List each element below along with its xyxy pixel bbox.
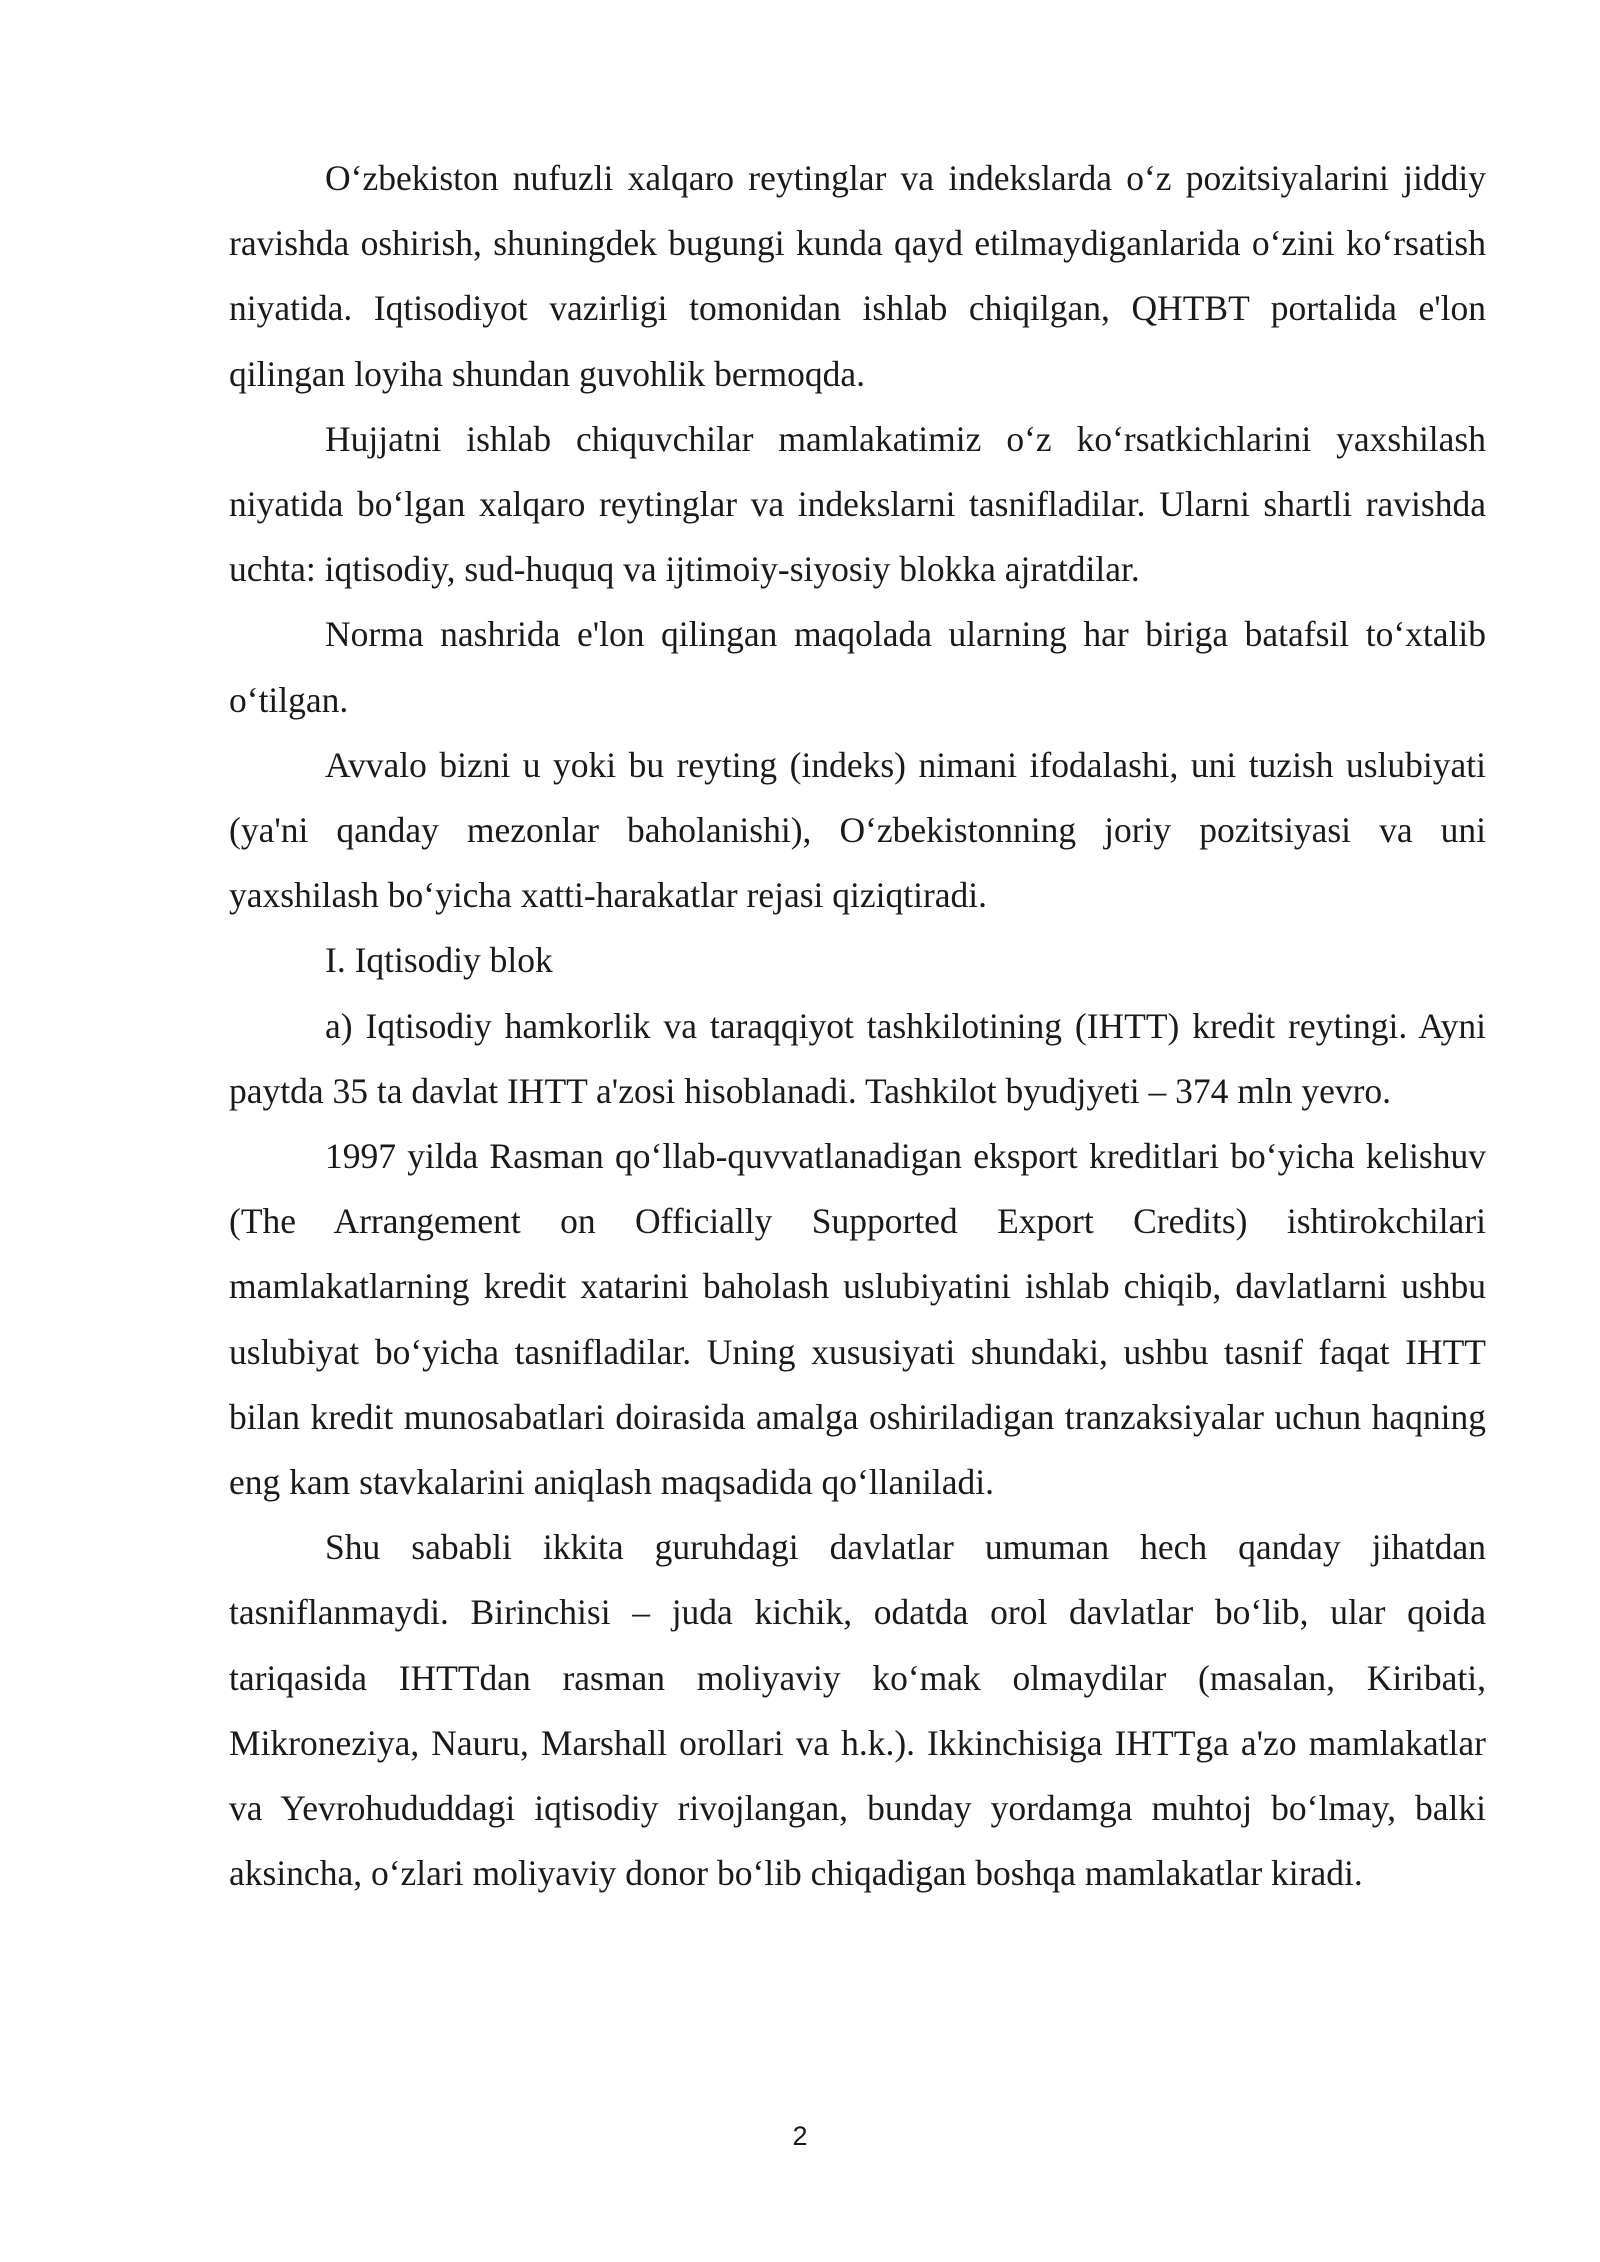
paragraph-unclassified-states: Shu sababli ikkita guruhdagi davlatlar umuman hech qanday jihatdan tasniflanmaydi. Birinchisi – juda kichik, odatda orol davlatlar bo‘lib, ular qoida tariqasida IHTTdan rasman moliyaviy ko‘mak olmaydilar (masalan, Kiribati, Mikroneziya, Nauru, Marshall orollari va h.k.). Ikkinchisiga IHTTga a'zo mamlakatlar va Yevrohududdagi iqtisodiy rivojlangan, bunday yordamga muhtoj bo‘lmay, balki aksincha, o‘zlari moliyaviy donor bo‘lib chiqadigan boshqa mamlakatlar kiradi. [229, 1527, 1486, 1894]
paragraph-methodology: Avvalo bizni u yoki bu reyting (indeks) nimani ifodalashi, uni tuzish uslubiyati (ya'ni qanday mezonlar baholanishi), O‘zbekistonning joriy pozitsiyasi va uni yaxshilash bo‘yicha xatti-harakatlar rejasi qiziqtiradi. [229, 744, 1486, 916]
section-heading-economic-block: I. Iqtisodiy blok [325, 940, 553, 981]
paragraph-oecd-rating: a) Iqtisodiy hamkorlik va taraqqiyot tashkilotining (IHTT) kredit reytingi. Ayni paytda 35 ta davlat IHTT a'zosi hisoblanadi. Tashkilot byudjyeti – 374 mln yevro. [229, 1005, 1486, 1111]
paragraph-intro: O‘zbekiston nufuzli xalqaro reytinglar va indekslarda o‘z pozitsiyalarini jiddiy ravishda oshirish, shuningdek bugungi kunda qayd etilmaydiganlarida o‘zini ko‘rsatish niyatida. Iqtisodiyot vazirligi tomonidan ishlab chiqilgan, QHTBT portalida e'lon qilingan loyiha shundan guvohlik bermoqda. [229, 158, 1486, 394]
paragraph-export-credits: 1997 yilda Rasman qo‘llab-quvvatlanadigan eksport kreditlari bo‘yicha kelishuv (The Arrangement on Officially Supported Export Credits) ishtirokchilari mamlakatlarning kredit xatarini baholash uslubiyatini ishlab chiqib, davlatlarni ushbu uslubiyat bo‘yicha tasnifladilar. Uning xususiyati shundaki, ushbu tasnif faqat IHTT bilan kredit munosabatlari doirasida amalga oshiriladigan tranzaksiyalar uchun haqning eng kam stavkalarini aniqlash maqsadida qo‘llaniladi. [229, 1136, 1486, 1503]
paragraph-norma-article: Norma nashrida e'lon qilingan maqolada ularning har biriga batafsil to‘xtalib o‘tilgan. [229, 614, 1486, 720]
page-number: 2 [792, 2121, 808, 2151]
document-body [229, 146, 1486, 1906]
paragraph-classification: Hujjatni ishlab chiquvchilar mamlakatimiz o‘z ko‘rsatkichlarini yaxshilash niyatida bo‘lgan xalqaro reytinglar va indekslarni tasnifladilar. Ularni shartli ravishda uchta: iqtisodiy, sud-huquq va ijtimoiy-siyosiy blokka ajratdilar. [229, 418, 1486, 590]
